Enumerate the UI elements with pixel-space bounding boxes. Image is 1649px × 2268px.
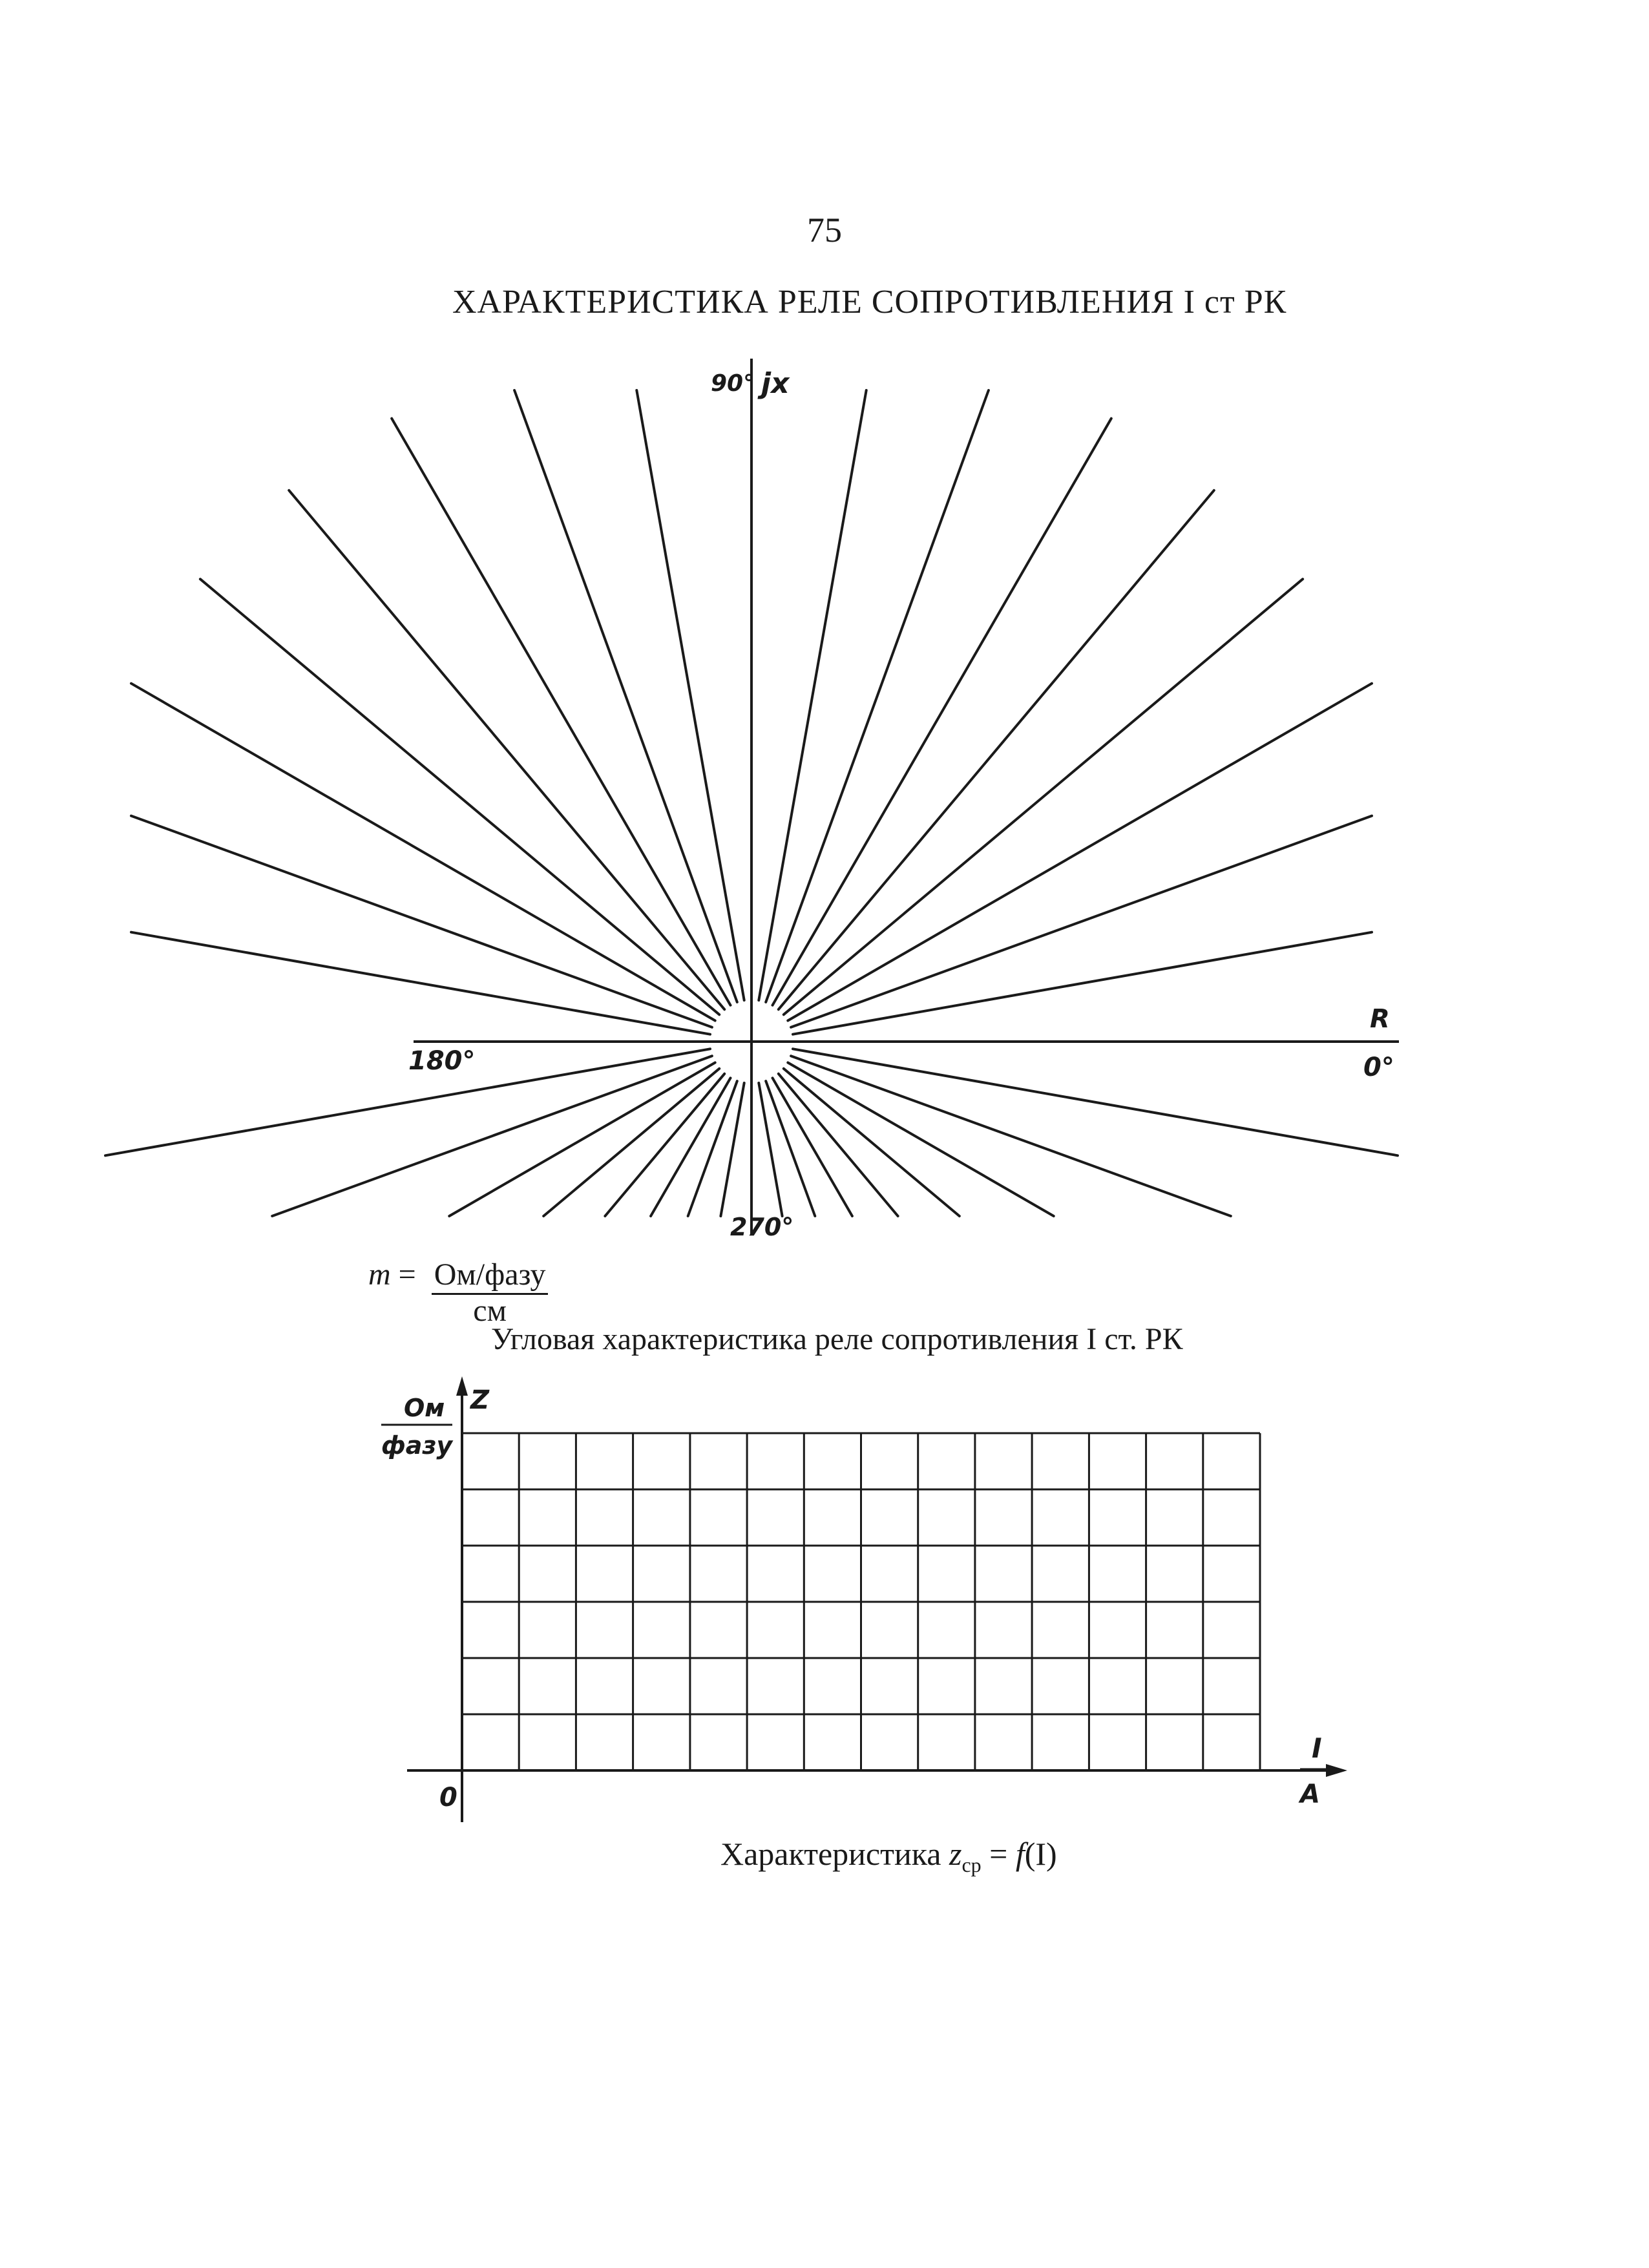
polar-ray-250: [688, 1081, 737, 1216]
graph-caption-prefix: Характеристика: [720, 1836, 949, 1872]
x-axis-arrowhead: [1326, 1764, 1347, 1777]
graph-caption-argument: (I): [1024, 1836, 1057, 1872]
polar-ray-60: [773, 419, 1111, 1005]
polar-ray-190: [105, 1049, 710, 1155]
label-270-deg: 270°: [730, 1213, 794, 1241]
polar-ray-50: [779, 490, 1214, 1009]
grid-chart: [381, 1376, 1347, 1822]
graph-caption: [720, 1835, 1057, 1877]
angular-characteristic-caption: Угловая характеристика реле сопротивления I ст. РК: [491, 1322, 1183, 1356]
polar-ray-310: [779, 1074, 898, 1216]
polar-diagram: [105, 359, 1399, 1241]
scale-formula: [368, 1257, 548, 1327]
polar-ray-20: [791, 816, 1372, 1027]
polar-ray-350: [793, 1049, 1398, 1155]
x-axis-unit: A: [1300, 1780, 1320, 1809]
y-axis-name: Z: [470, 1385, 490, 1415]
polar-ray-330: [788, 1063, 1053, 1217]
label-jx: jx: [761, 367, 790, 400]
label-R: R: [1370, 1004, 1390, 1034]
page-heading: ХАРАКТЕРИСТИКА РЕЛЕ СОПРОТИВЛЕНИЯ I ст РК: [452, 284, 1287, 320]
y-axis-arrowhead: [456, 1376, 468, 1396]
polar-ray-210: [449, 1063, 715, 1217]
polar-ray-40: [784, 579, 1303, 1014]
graph-caption-subscript: ср: [961, 1853, 982, 1876]
y-unit-label-bottom: фазу: [381, 1431, 453, 1460]
page-number: 75: [807, 211, 842, 249]
polar-ray-100: [636, 390, 744, 1000]
x-axis-name: I: [1312, 1732, 1322, 1764]
polar-ray-230: [605, 1074, 724, 1216]
graph-caption-z: z: [949, 1836, 962, 1872]
scale-equals: =: [398, 1257, 416, 1292]
scale-numerator: Ом/фазу: [432, 1257, 549, 1295]
polar-ray-10: [793, 932, 1372, 1034]
origin-label: 0: [439, 1783, 457, 1812]
scale-fraction: [432, 1257, 549, 1327]
polar-ray-280: [759, 1083, 782, 1216]
label-180-deg: 180°: [408, 1046, 476, 1076]
label-90-deg: 90°: [711, 370, 755, 397]
scale-denominator: см: [473, 1294, 507, 1328]
grid-lines: [462, 1433, 1260, 1770]
y-unit-label-top: Ом: [404, 1394, 445, 1422]
graph-caption-f: f: [1015, 1836, 1025, 1872]
polar-ray-110: [514, 390, 737, 1002]
polar-ray-70: [766, 390, 989, 1002]
polar-ray-290: [766, 1081, 815, 1216]
scale-symbol: m: [368, 1257, 391, 1292]
polar-ray-260: [720, 1083, 744, 1216]
polar-ray-170: [131, 932, 710, 1034]
polar-ray-160: [131, 816, 712, 1027]
polar-ray-120: [392, 419, 730, 1005]
polar-ray-130: [289, 490, 724, 1009]
polar-ray-140: [200, 579, 719, 1014]
polar-ray-80: [759, 390, 866, 1000]
polar-ray-30: [788, 684, 1372, 1021]
graph-caption-equals: =: [981, 1836, 1016, 1872]
label-0-deg: 0°: [1363, 1053, 1394, 1082]
polar-ray-150: [131, 684, 715, 1021]
